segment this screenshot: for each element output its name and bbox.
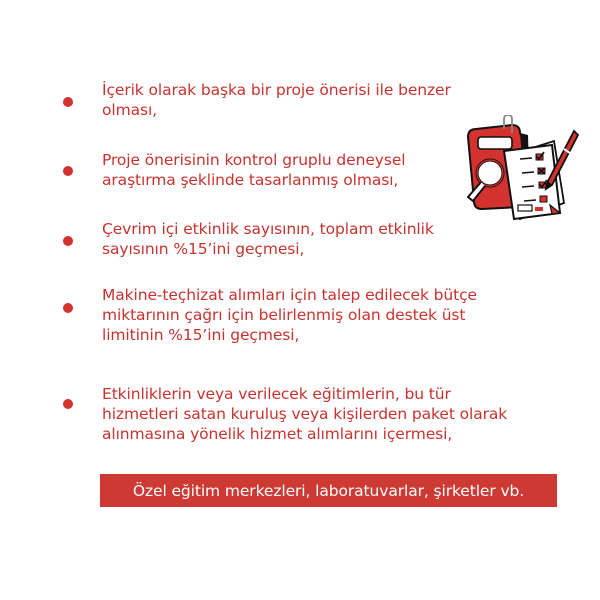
document-review-icon	[460, 115, 582, 225]
highlight-banner	[100, 474, 557, 507]
bullet-icon	[63, 399, 73, 409]
text-line: Makine-teçhizat alımları için talep edilecek bütçe	[102, 286, 477, 304]
list-item-text	[102, 219, 434, 259]
text-line: hizmetleri satan kuruluş veya kişilerden paket olarak	[102, 405, 508, 423]
text-line: miktarının çağrı için belirlenmiş olan destek üst	[102, 306, 466, 324]
text-line: limitinin %15’ini geçmesi,	[102, 326, 300, 344]
bullet-icon	[63, 236, 73, 246]
text-line: olması,	[102, 101, 157, 119]
list-item-text	[102, 285, 477, 345]
text-line: alınmasına yönelik hizmet alımlarını içermesi,	[102, 425, 453, 443]
text-line: Proje önerisinin kontrol gruplu deneysel	[102, 151, 406, 169]
text-line: Etkinliklerin veya verilecek eğitimlerin, bu tür	[102, 385, 451, 403]
banner-label: Özel eğitim merkezleri, laboratuvarlar, şirketler vb.	[132, 481, 525, 500]
text-line: Çevrim içi etkinlik sayısının, toplam etkinlik	[102, 220, 434, 238]
text-line: sayısının %15’ini geçmesi,	[102, 240, 305, 258]
text-line: araştırma şeklinde tasarlanmış olması,	[102, 171, 399, 189]
list-item-text	[102, 384, 507, 444]
list-item-text	[102, 150, 405, 190]
bullet-icon	[63, 97, 73, 107]
bullet-icon	[63, 166, 73, 176]
text-line: İçerik olarak başka bir proje önerisi ile benzer	[102, 81, 451, 99]
bullet-icon	[63, 303, 73, 313]
list-item-text	[102, 80, 451, 120]
